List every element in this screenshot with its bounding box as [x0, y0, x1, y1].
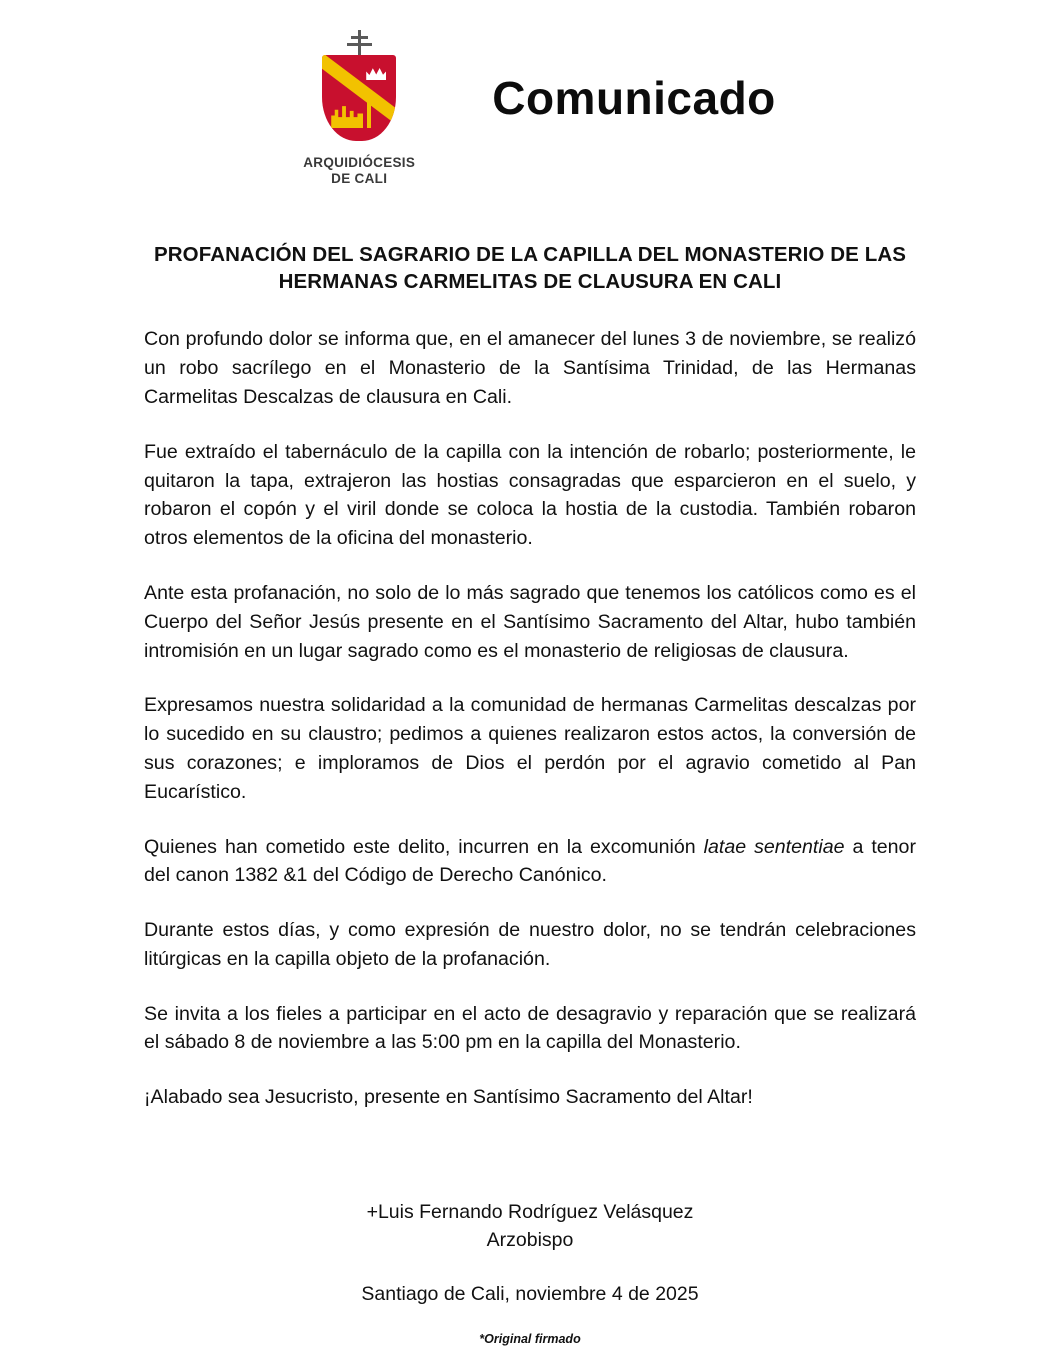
excommunication-latin-term: latae sententiae — [703, 835, 845, 858]
patriarchal-cross-icon — [346, 30, 372, 56]
archdiocese-logo — [284, 30, 434, 187]
signature-block — [144, 1198, 916, 1346]
paragraph-1: Con profundo dolor se informa que, en el amanecer del lunes 3 de noviembre, se realizó un robo sacrílego en el Monasterio de la Santísima Trinidad, de las Hermanas Carmelitas Descalzas de clausura en Cali. — [144, 328, 916, 408]
paragraph-2: Fue extraído el tabernáculo de la capilla con la intención de robarlo; posteriormente, le quitaron la tapa, extrajeron las hostias consagradas que esparcieron en el suelo, y robaron el copón y el viril donde se coloca la hostia de la custodia. También robaron otros elementos de la oficina del monasterio. — [144, 440, 916, 550]
paragraph-5: Durante estos días, y como expresión de nuestro dolor, no se tendrán celebraciones litúrgicas en la capilla objeto de la profanación. — [144, 919, 916, 970]
paragraph-4: Expresamos nuestra solidaridad a la comunidad de hermanas Carmelitas descalzas por lo sucedido en su claustro; pedimos a quienes realizaron estos actos, la conversión de sus corazones; e imploramos de Dios el perdón por el agravio cometido al Pan Eucarístico. — [144, 694, 916, 803]
signature-note: *Original firmado — [479, 1331, 581, 1346]
signature-place-date: Santiago de Cali, noviembre 4 de 2025 — [361, 1282, 699, 1305]
paragraph-3: Ante esta profanación, no solo de lo más sagrado que tenemos los católicos como es el Cuerpo del Señor Jesús presente en el Santísimo Sacramento del Altar, hubo también intromisión en un lugar sagrado como es el monasterio de religiosas de clausura. — [144, 581, 916, 662]
coat-of-arms-icon — [322, 55, 396, 141]
excommunication-text-before: Quienes han cometido este delito, incurren en la excomunión — [144, 835, 704, 858]
document-header — [0, 0, 1060, 187]
paragraph-6: Se invita a los fieles a participar en el acto de desagravio y reparación que se realizará el sábado 8 de noviembre a las 5:00 pm en la capilla del Monasterio. — [144, 1002, 916, 1054]
logo-line-1: ARQUIDIÓCESIS — [303, 155, 416, 170]
document-kicker: Comunicado — [492, 72, 776, 125]
signature-role: Arzobispo — [486, 1229, 574, 1252]
crest-wrap — [313, 30, 405, 148]
document-body — [144, 187, 916, 1346]
page-title: PROFANACIÓN DEL SAGRARIO DE LA CAPILLA DEL MONASTERIO DE LAS HERMANAS CARMELITAS DE CLAUSURA EN CALI — [153, 242, 906, 294]
logo-line-2: DE CALI — [331, 170, 388, 186]
logo-wordmark — [303, 155, 415, 187]
paragraph-excommunication — [144, 833, 916, 891]
signature-name: +Luis Fernando Rodríguez Velásquez — [366, 1201, 694, 1224]
excommunication-text-after: a tenor del canon 1382 &1 del Código de Derecho Canónico. — [144, 835, 916, 887]
acclamation: ¡Alabado sea Jesucristo, presente en Santísimo Sacramento del Altar! — [144, 1086, 753, 1109]
